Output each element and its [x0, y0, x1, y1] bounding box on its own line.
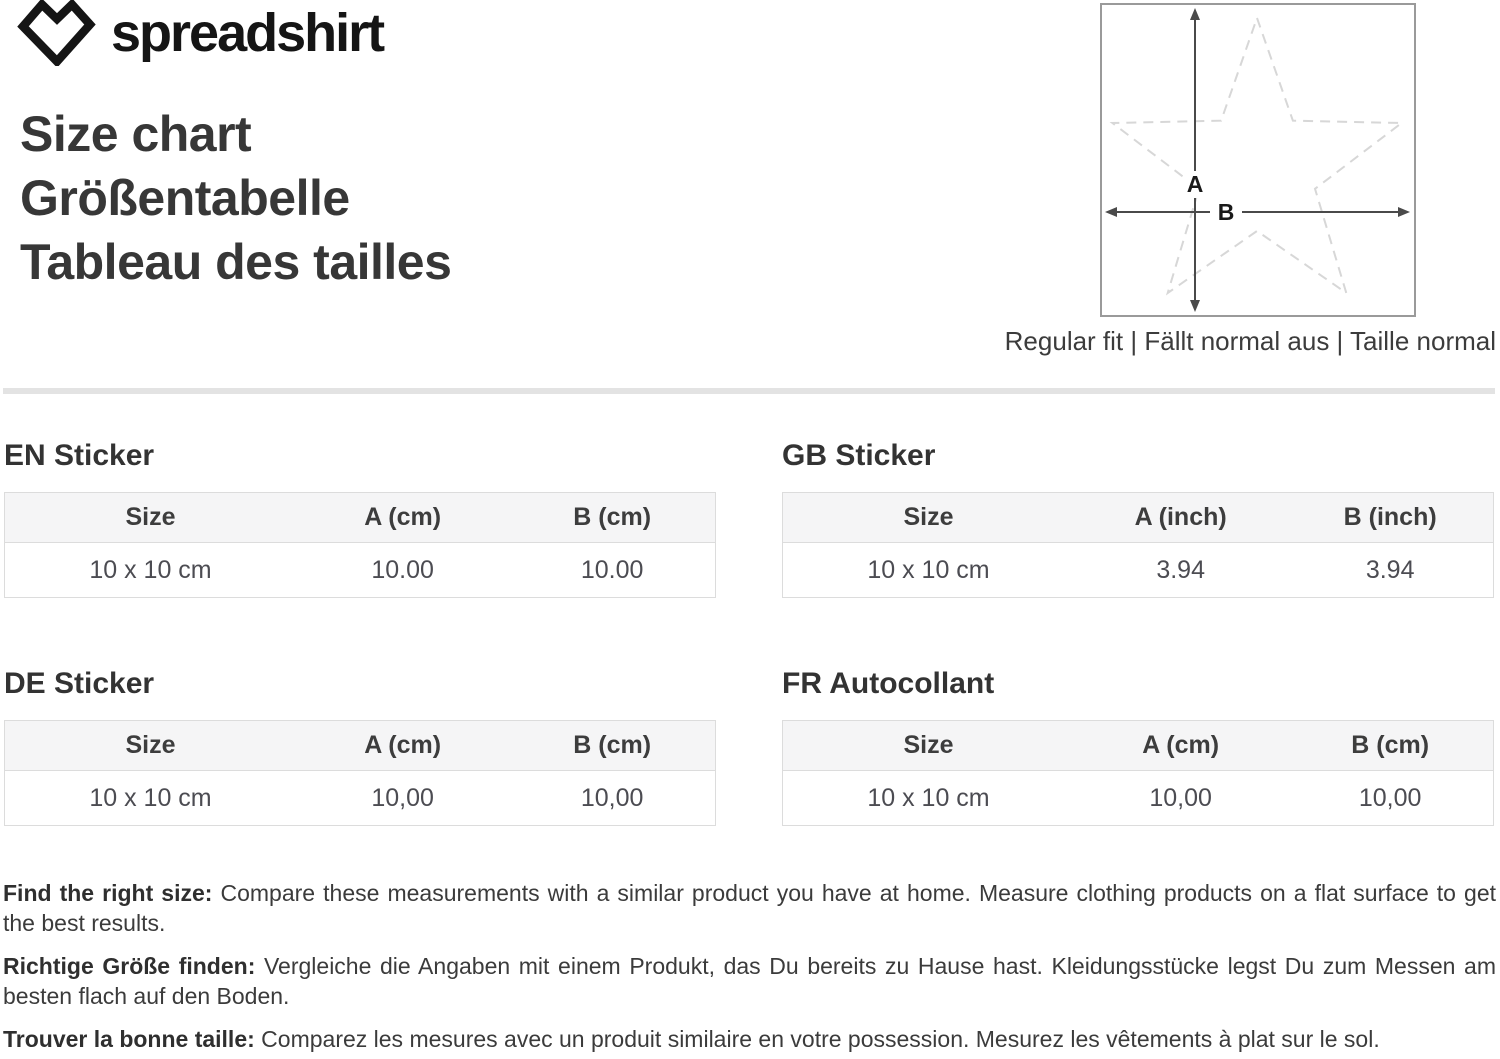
note-text: Vergleiche die Angaben mit einem Produkt, das Du bereits zu Hause hast. Kleidungsstücke legst Du zum Messen am besten flach auf den Boden.: [3, 953, 1496, 1009]
cell-size: 10 x 10 cm: [5, 543, 297, 598]
section-fr-autocollant: [782, 665, 1494, 826]
measure-arrow-horizontal-icon: [1105, 207, 1410, 217]
column-header-a: A (cm): [296, 721, 509, 771]
note-text: Comparez les mesures avec un produit similaire en votre possession. Mesurez les vêtements à plat sur le sol.: [261, 1026, 1380, 1052]
table-row: [783, 771, 1494, 826]
column-header-size: Size: [783, 493, 1075, 543]
note-label: Find the right size:: [3, 880, 213, 906]
page-title-en: Size chart: [20, 106, 252, 162]
table-row: [783, 543, 1494, 598]
section-heading: EN Sticker: [4, 439, 155, 472]
measure-arrow-vertical-icon: [1190, 8, 1200, 312]
size-table-gb: [782, 492, 1494, 598]
table-header-row: [783, 721, 1494, 771]
cell-b: 10.00: [509, 543, 715, 598]
cell-b: 3.94: [1287, 543, 1493, 598]
measure-label-b: B: [1217, 199, 1235, 225]
fit-diagram-svg: [1102, 5, 1414, 315]
column-header-b: B (cm): [509, 721, 715, 771]
cell-b: 10,00: [1287, 771, 1493, 826]
section-de-sticker: [4, 665, 716, 826]
size-table-en: [4, 492, 716, 598]
measure-label-a: A: [1186, 171, 1204, 197]
column-header-size: Size: [783, 721, 1075, 771]
brand-logo: [16, 0, 383, 66]
table-header-row: [5, 493, 716, 543]
column-header-size: Size: [5, 493, 297, 543]
fit-caption: Regular fit | Fällt normal aus | Taille normal: [1004, 326, 1496, 356]
section-en-sticker: [4, 437, 716, 598]
page-title-block: [20, 102, 451, 294]
table-header-row: [783, 493, 1494, 543]
cell-size: 10 x 10 cm: [783, 543, 1075, 598]
section-heading: DE Sticker: [4, 667, 155, 700]
table-row: [5, 543, 716, 598]
cell-size: 10 x 10 cm: [5, 771, 297, 826]
column-header-a: A (cm): [1074, 721, 1287, 771]
note-find-right-size: [3, 878, 1496, 938]
section-divider: [3, 388, 1495, 394]
column-header-b: B (cm): [1287, 721, 1493, 771]
table-header-row: [5, 721, 716, 771]
cell-a: 10,00: [1074, 771, 1287, 826]
cell-a: 3.94: [1074, 543, 1287, 598]
note-label: Richtige Größe finden:: [3, 953, 256, 979]
column-header-size: Size: [5, 721, 297, 771]
fit-diagram: [1100, 3, 1416, 317]
section-heading: FR Autocollant: [782, 667, 995, 700]
column-header-a: A (cm): [296, 493, 509, 543]
size-table-fr: [782, 720, 1494, 826]
cell-b: 10,00: [509, 771, 715, 826]
page-title-fr: Tableau des tailles: [20, 234, 452, 290]
brand-wordmark: spreadshirt: [111, 3, 384, 63]
star-outline-icon: [1112, 18, 1401, 293]
page-title-de: Größentabelle: [20, 170, 350, 226]
note-label: Trouver la bonne taille:: [3, 1026, 255, 1052]
note-trouver-taille: [3, 1024, 1496, 1054]
size-table-de: [4, 720, 716, 826]
cell-size: 10 x 10 cm: [783, 771, 1075, 826]
section-heading: GB Sticker: [782, 439, 936, 472]
note-richtige-groesse: [3, 951, 1496, 1011]
column-header-b: B (cm): [509, 493, 715, 543]
column-header-a: A (inch): [1074, 493, 1287, 543]
section-gb-sticker: [782, 437, 1494, 598]
column-header-b: B (inch): [1287, 493, 1493, 543]
heart-logo-icon: [16, 0, 96, 66]
note-text: Compare these measurements with a similar product you have at home. Measure clothing products on a flat surface to get the best results.: [3, 880, 1496, 936]
table-row: [5, 771, 716, 826]
cell-a: 10.00: [296, 543, 509, 598]
cell-a: 10,00: [296, 771, 509, 826]
